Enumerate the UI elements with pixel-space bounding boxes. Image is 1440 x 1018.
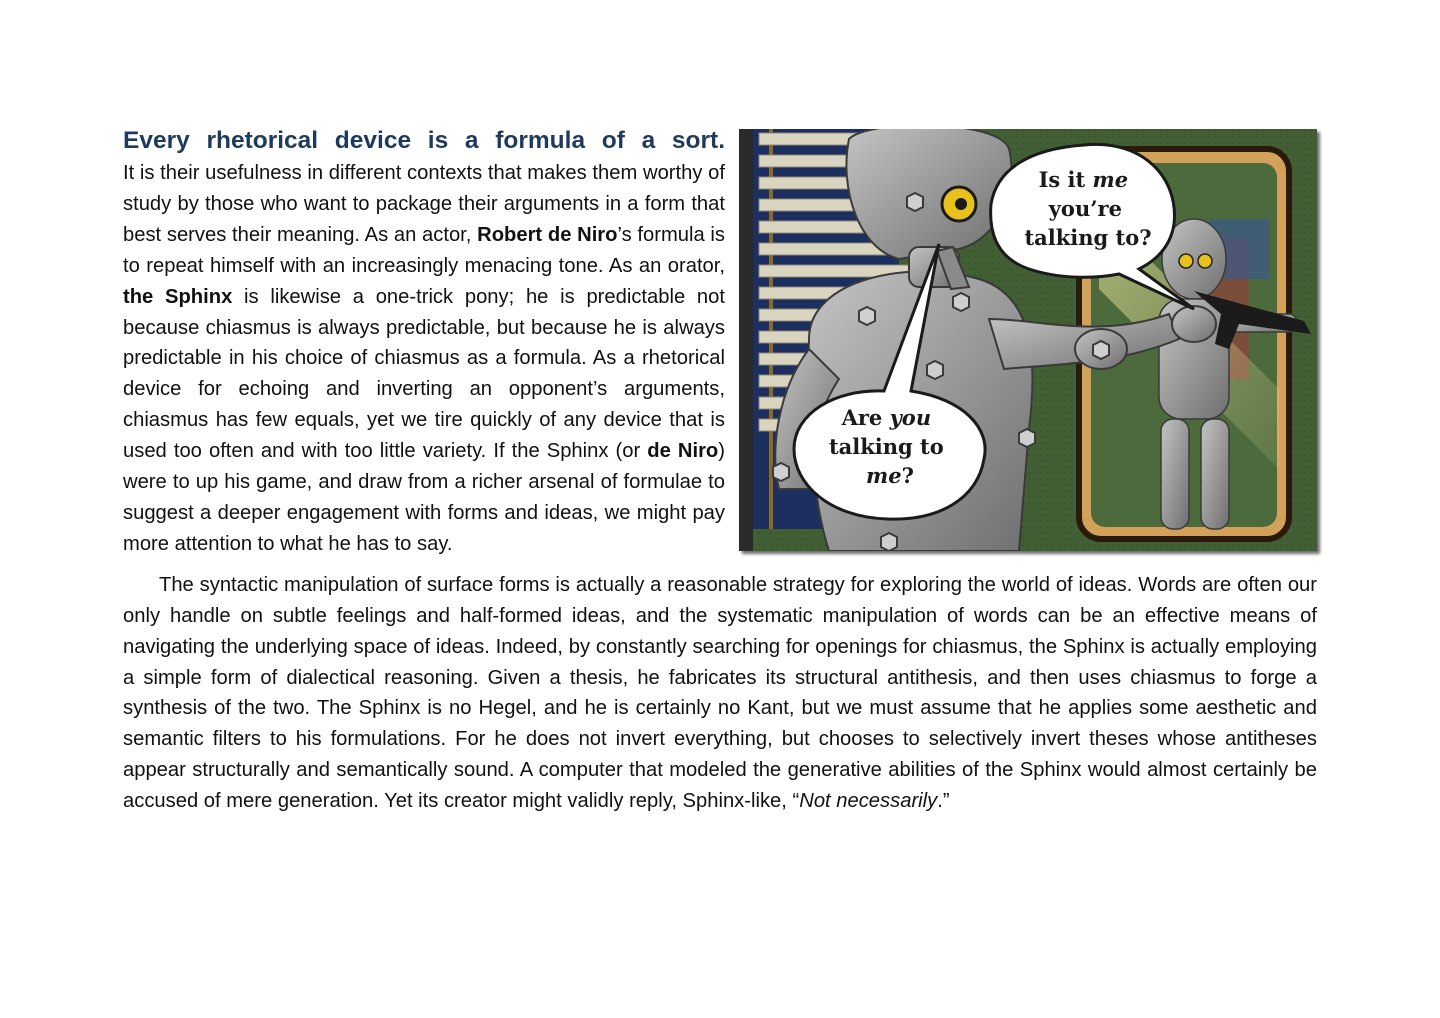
- bubble-top-line1b: me: [1092, 167, 1129, 192]
- paragraph-2: [123, 570, 1317, 817]
- p1-text-1: It is their usefulness in different contexts that makes them worthy of study by those who want to package their arguments in a form that best serves their meaning. As an actor,: [123, 162, 725, 246]
- bubble-top-line3: talking to?: [1024, 225, 1152, 250]
- bubble-top-line2: you’re: [1048, 196, 1122, 221]
- robot-mirror-illustration: [739, 129, 1317, 551]
- document-body: [123, 124, 1317, 817]
- p2-italic-not-necessarily: Not necessarily: [799, 790, 938, 813]
- p1-bold-robert-de-niro: Robert de Niro: [477, 223, 618, 246]
- p1-bold-de-niro: de Niro: [647, 440, 719, 463]
- bubble-bottom-line3a: me: [866, 463, 902, 488]
- bubble-bottom-line1b: you: [889, 405, 932, 430]
- bubble-bottom-line1a: Are: [841, 405, 890, 430]
- p1-bold-the-sphinx: the Sphinx: [123, 285, 233, 308]
- p2-text-2: .”: [937, 790, 950, 813]
- p1-text-3: is likewise a one-trick pony; he is predictable not because chiasmus is always predictable, but because he is always predictable in his choice of chiasmus as a formula. As a rhetorical device for echoing and inverting an opponent’s arguments, chiasmus has few equals, yet we tire quickly of any device that is used too often and with too little variety. If the Sphinx (or: [123, 285, 725, 463]
- bubble-bottom-line2: talking to: [828, 434, 944, 459]
- section-heading: Every rhetorical device is a formula of a sort.: [123, 127, 725, 154]
- p1-text-2: ’s formula is to repeat himself with an increasingly menacing tone. As an orator,: [123, 223, 726, 277]
- p1-text-4: ) were to up his game, and draw from a richer arsenal of formulae to suggest a deeper engagement with forms and ideas, we might pay more attention to what he has to say.: [123, 440, 725, 555]
- bubble-bottom-line3b: ?: [901, 463, 914, 488]
- bubble-top-line1a: Is it: [1038, 167, 1093, 192]
- p2-text-1: The syntactic manipulation of surface forms is actually a reasonable strategy for exploring the world of ideas. Words are often our only handle on subtle feelings and half-formed ideas, and the systematic manipulation of words can be an effective means of navigating the underlying space of ideas. Indeed, by constantly searching for openings for chiasmus, the Sphinx is actually employing a simple form of dialectical reasoning. Given a thesis, he fabricates its structural antithesis, and then uses chiasmus to forge a synthesis of the two. The Sphinx is no Hegel, and he is certainly no Kant, but we must assume that he applies some aesthetic and semantic filters to his formulations. For he does not invert everything, but chooses to selectively invert theses whose antitheses appear structurally and semantically sound. A computer that modeled the generative abilities of the Sphinx would almost certainly be accused of mere generation. Yet its creator might validly reply, Sphinx-like, “: [123, 573, 1317, 813]
